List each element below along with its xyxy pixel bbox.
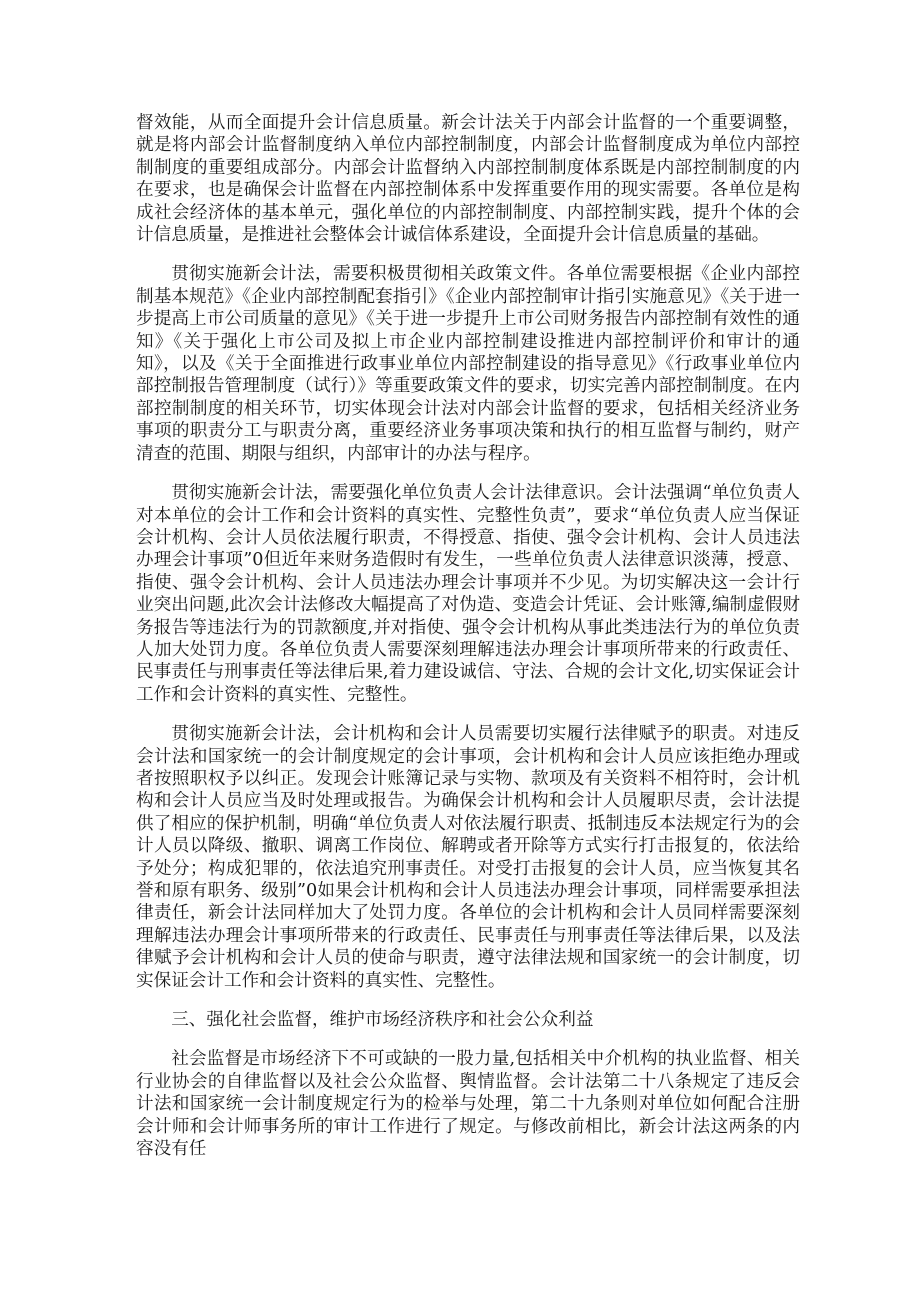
- paragraph-policy-documents: 贯彻实施新会计法，需要积极贯彻相关政策文件。各单位需要根据《企业内部控制基本规范》《企业内部控制配套指引》《企业内部控制审计指引实施意见》《关于进一步提高上市公司质量的意见》《关于进一步提升上市公司财务报告内部控制有效性的通知》《关于强化上市公司及拟上市企业内部控制建设推进内部控制评价和审计的通知》，以及《关于全面推进行政事业单位内部控制建设的指导意见》《行政事业单位内部控制报告管理制度（试行）》等重要政策文件的要求，切实完善内部控制制度。在内部控制制度的相关环节，切实体现会计法对内部会计监督的要求，包括相关经济业务事项的职责分工与职责分离，重要经济业务事项决策和执行的相互监督与制约，财产清查的范围、期限与组织，内部审计的办法与程序。: [136, 264, 800, 464]
- section-heading: 三、强化社会监督，维护市场经济秩序和社会公众利益: [171, 1010, 594, 1031]
- paragraph-social-supervision: 社会监督是市场经济下不可或缺的一股力量,包括相关中介机构的执业监督、相关行业协会的自律监督以及社会公众监督、舆情监督。会计法第二十八条规定了违反会计法和国家统一会计制度规定行为的检举与处理，第二十九条则对单位如何配合注册会计师和会计师事务所的审计工作进行了规定。与修改前相比，新会计法这两条的内容没有任: [136, 1049, 800, 1160]
- paragraph-continuation: 督效能，从而全面提升会计信息质量。新会计法关于内部会计监督的一个重要调整，就是将内部会计监督制度纳入单位内部控制制度，内部会计监督制度成为单位内部控制制度的重要组成部分。内部会计监督纳入内部控制制度体系既是内部控制制度的内在要求，也是确保会计监督在内部控制体系中发挥重要作用的现实需要。各单位是构成社会经济体的基本单元，强化单位的内部控制制度、内部控制实践，提升个体的会计信息质量，是推进社会整体会计诚信体系建设，全面提升会计信息质量的基础。: [136, 113, 800, 246]
- paragraph-accounting-staff: 贯彻实施新会计法，会计机构和会计人员需要切实履行法律赋予的职责。对违反会计法和国家统一的会计制度规定的会计事项，会计机构和会计人员应该拒绝办理或者按照职权予以纠正。发现会计账簿记录与实物、款项及有关资料不相符时，会计机构和会计人员应当及时处理或报告。为确保会计机构和会计人员履职尽责，会计法提供了相应的保护机制，明确“单位负责人对依法履行职责、抵制违反本法规定行为的会计人员以降级、撤职、调离工作岗位、解聘或者开除等方式实行打击报复的，依法给予处分；构成犯罪的，依法追究刑事责任。对受打击报复的会计人员，应当恢复其名誉和原有职务、级别”0如果会计机构和会计人员违法办理会计事项，同样需要承担法律责任，新会计法同样加大了处罚力度。各单位的会计机构和会计人员同样需要深刻理解违法办理会计事项所带来的行政责任、民事责任与刑事责任等法律后果，以及法律赋予会计机构和会计人员的使命与职责，遵守法律法规和国家统一的会计制度，切实保证会计工作和会计资料的真实性、完整性。: [136, 724, 800, 991]
- document-body: [136, 112, 800, 1160]
- paragraph-unit-leader: 贯彻实施新会计法，需要强化单位负责人会计法律意识。会计法强调“单位负责人对本单位的会计工作和会计资料的真实性、完整性负责”，要求“单位负责人应当保证会计机构、会计人员依法履行职责，不得授意、指使、强令会计机构、会计人员违法办理会计事项”0但近年来财务造假时有发生，一些单位负责人法律意识淡薄，授意、指使、强令会计机构、会计人员违法办理会计事项并不少见。为切实解决这一会计行业突出问题,此次会计法修改大幅提高了对伪造、变造会计凭证、会计账簿,编制虚假财务报告等违法行为的罚款额度,并对指使、强令会计机构从事此类违法行为的单位负责人加大处罚力度。各单位负责人需要深刻理解违法办理会计事项所带来的行政责任、民事责任与刑事责任等法律后果,着力建设诚信、守法、合规的会计文化,切实保证会计工作和会计资料的真实性、完整性。: [136, 483, 800, 705]
